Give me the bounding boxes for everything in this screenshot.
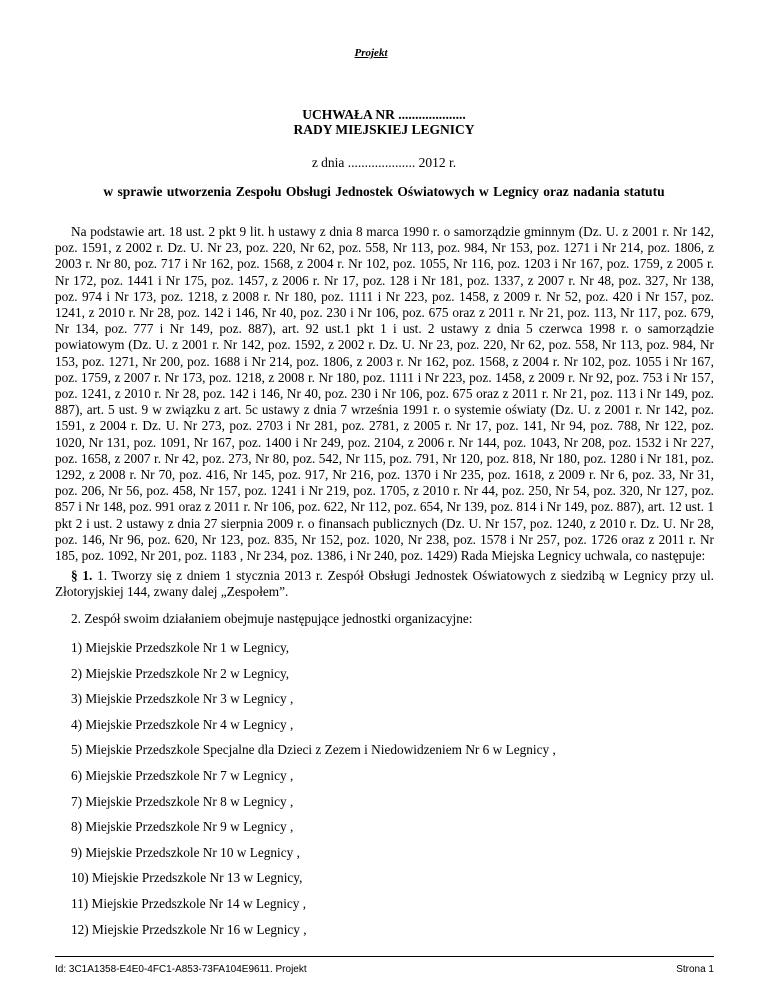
list-item: 4) Miejskie Przedszkole Nr 4 w Legnicy , bbox=[71, 716, 294, 732]
institution-list bbox=[71, 640, 711, 947]
resolution-date: z dnia .................... 2012 r. bbox=[311, 155, 457, 170]
footer-divider bbox=[55, 956, 714, 957]
list-item: 1) Miejskie Przedszkole Nr 1 w Legnicy, bbox=[71, 640, 290, 655]
list-item: 2) Miejskie Przedszkole Nr 2 w Legnicy, bbox=[71, 665, 290, 681]
section-1-paragraph bbox=[55, 568, 714, 601]
list-item: 3) Miejskie Przedszkole Nr 3 w Legnicy , bbox=[71, 691, 294, 707]
legal-basis-paragraph: Na podstawie art. 18 ust. 2 pkt 9 lit. h ustawy z dnia 8 marca 1990 r. o samorządzie gminnym (Dz. U. z 2001 r. Nr 142, poz. 1591, z 2002 r. Dz. U. Nr 23, poz. 220, Nr 62, poz. 558, Nr 113, poz. 984, Nr 153, poz. 1271 i Nr 214, poz. 1806, z 2003 r. Nr 80, poz. 717 i Nr 162, poz. 1568, z 2004 r. Nr 102, poz. 1055, Nr 116, poz. 1203 i Nr 167, poz. 1759, z 2005 r. Nr 172, poz. 1441 i Nr 175, poz. 1457, z 2006 r. Nr 17, poz. 128 i Nr 181, poz. 1337, z 2007 r. Nr 48, poz. 327, Nr 138, poz. 974 i Nr 173, poz. 1218, z 2008 r. Nr 180, poz. 1111 i Nr 223, poz. 1458, z 2009 r. Nr 52, poz. 420 i Nr 157, poz. 1241, z 2010 r. Nr 28, poz. 142 i 146, Nr 40, poz. 230 i Nr 106, poz. 675 oraz z 2011 r. Nr 21, poz. 113, Nr 117, poz. 679, Nr 134, poz. 777 i Nr 149, poz. 887), art. 92 ust.1 pkt 1 i ust. 2 ustawy z dnia 5 czerwca 1998 r. o samorządzie powiatowym (Dz. U. z 2001 r. Nr 142, poz. 1592, z 2002 r. Dz. U. Nr 23, poz. 220, Nr 62, poz. 558, Nr 113, poz. 984, Nr 153, poz. 1271, Nr 200, poz. 1688 i Nr 214, poz. 1806, z 2003 r. Nr 162, poz. 1568, z 2004 r. Nr 102, poz. 1055 i Nr 167, poz. 1759, z 2007 r. Nr 173, poz. 1218, z 2008 r. Nr 180, poz. 1111 i Nr 223, poz. 1458, z 2009 r. Nr 92, poz. 753 i Nr 157, poz. 1241, z 2010 r. Nr 28, poz. 142 i 146, Nr 40, poz. 230 i Nr 106, poz. 675 oraz z 2011 r. Nr 21, poz. 113 i Nr 149, poz. 887), art. 5 ust. 9 w związku z art. 5c ustawy z dnia 7 września 1991 r. o systemie oświaty (Dz. U. z 2001 r. Nr 142, poz. 1591, z 2004 r. Dz. U. Nr 273, poz. 2703 i Nr 281, poz. 2781, z 2005 r. Nr 17, poz. 141, Nr 94, poz. 788, Nr 122, poz. 1020, Nr 131, poz. 1091, Nr 167, poz. 1400 i Nr 249, poz. 2104, z 2006 r. Nr 144, poz. 1043, Nr 208, poz. 1532 i Nr 227, poz. 1658, z 2007 r. Nr 42, poz. 273, Nr 80, poz. 542, Nr 115, poz. 791, Nr 120, poz. 818, Nr 180, poz. 1280 i Nr 181, poz. 1292, z 2008 r. Nr 70, poz. 416, Nr 145, poz. 917, Nr 216, poz. 1370 i Nr 235, poz. 1618, z 2009 r. Nr 6, poz. 33, Nr 31, poz. 206, Nr 56, poz. 458, Nr 157, poz. 1241 i Nr 219, poz. 1705, z 2010 r. Nr 44, poz. 250, Nr 54, poz. 320, Nr 127, poz. 857 i Nr 148, poz. 991 oraz z 2011 r. Nr 106, poz. 622, Nr 112, poz. 654, Nr 139, poz. 814 i Nr 149, poz. 887), art. 12 ust. 1 pkt 2 i ust. 2 ustawy z dnia 27 sierpnia 2009 r. o finansach publicznych (Dz. U. Nr 157, poz. 1240, z 2010 r. Dz. U. Nr 28, poz. 146, Nr 96, poz. 620, Nr 123, poz. 835, Nr 152, poz. 1020, Nr 238, poz. 1578 i Nr 257, poz. 1726 oraz z 2011 r. Nr 185, poz. 1092, Nr 201, poz. 1183 , Nr 234, poz. 1386, i Nr 240, poz. 1429) Rada Miejska Legnicy uchwala, co następuje: bbox=[55, 224, 714, 564]
list-item: 5) Miejskie Przedszkole Specjalne dla Dzieci z Zezem i Niedowidzeniem Nr 6 w Legnicy , bbox=[71, 742, 556, 758]
section-mark: § 1. bbox=[71, 568, 93, 583]
document-id: Id: 3C1A1358-E4E0-4FC1-A853-73FA104E9611. Projekt bbox=[55, 964, 307, 975]
list-item: 7) Miejskie Przedszkole Nr 8 w Legnicy , bbox=[71, 793, 294, 809]
resolution-title: UCHWAŁA NR .................... bbox=[302, 107, 466, 122]
section-1-text: 1. Tworzy się z dniem 1 stycznia 2013 r. Zespół Obsługi Jednostek Oświatowych z siedzibą w Legnicy przy ul. Złotoryjskiej 144, zwany dalej „Zespołem”. bbox=[55, 568, 714, 600]
resolution-subject: w sprawie utworzenia Zespołu Obsługi Jednostek Oświatowych w Legnicy oraz nadania statutu bbox=[103, 184, 665, 199]
draft-label: Projekt bbox=[354, 47, 388, 59]
list-item: 11) Miejskie Przedszkole Nr 14 w Legnicy , bbox=[71, 895, 307, 911]
list-item: 10) Miejskie Przedszkole Nr 13 w Legnicy, bbox=[71, 870, 303, 886]
council-name: RADY MIEJSKIEJ LEGNICY bbox=[293, 122, 475, 137]
page-number: Strona 1 bbox=[676, 964, 714, 975]
list-item: 8) Miejskie Przedszkole Nr 9 w Legnicy , bbox=[71, 819, 294, 835]
list-item: 12) Miejskie Przedszkole Nr 16 w Legnicy , bbox=[71, 921, 307, 937]
list-item: 6) Miejskie Przedszkole Nr 7 w Legnicy , bbox=[71, 767, 294, 783]
list-item: 9) Miejskie Przedszkole Nr 10 w Legnicy , bbox=[71, 844, 300, 860]
section-1-point-2: 2. Zespół swoim działaniem obejmuje następujące jednostki organizacyjne: bbox=[71, 611, 473, 626]
